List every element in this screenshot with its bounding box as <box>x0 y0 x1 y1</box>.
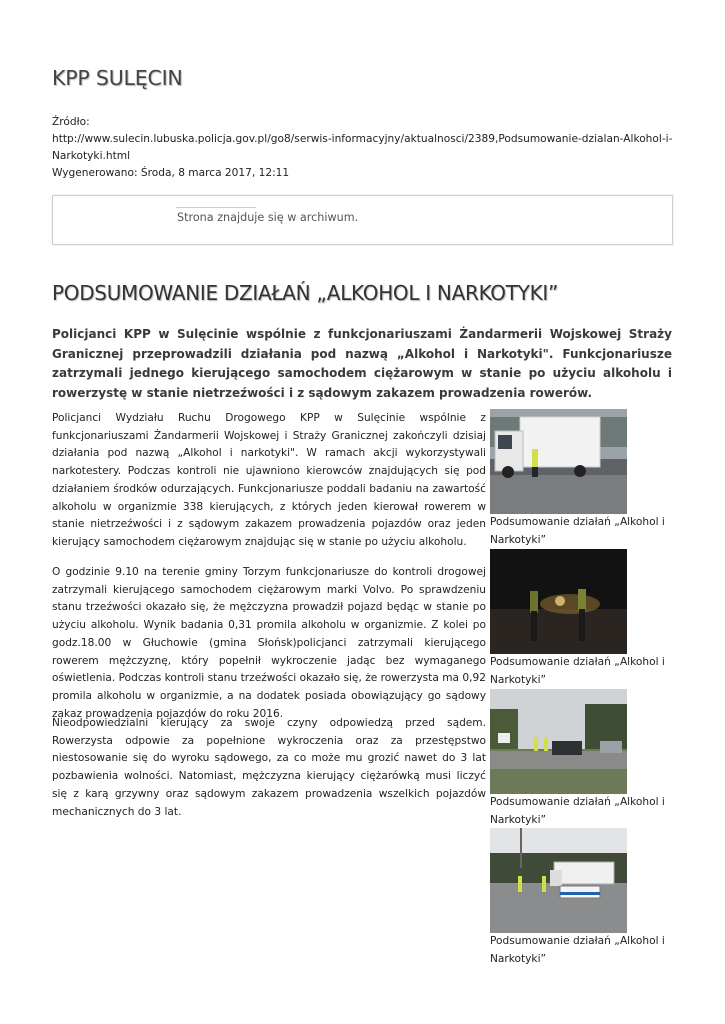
archive-notice: Strona znajduje się w archiwum. <box>177 211 359 224</box>
article-paragraph: Nieodpowiedzialni kierujący za swoje czyny odpowiedzą przed sądem. Rowerzysta odpowie za popełnione wykroczenia oraz za przestępstwo niestosowanie się do wyroku sądowego, za co może mu grozić nawet do 3 lat pozbawienia wolności. Natomiast, mężczyzna kierujący ciężarówką musi liczyć się z karą grzywny oraz sądowym zakazem prowadzenia wszelkich pojazdów mechanicznych do 3 lat. <box>52 717 486 818</box>
figure <box>490 409 665 549</box>
article-paragraph: O godzinie 9.10 na terenie gminy Torzym funkcjonariusze do kontroli drogowej zatrzymali kierującego samochodem ciężarowym marki Volvo. Po sprawdzeniu stanu trzeźwości okazało się, że mężczyzna prowadził pojazd będąc w stanie po użyciu alkoholu. Wynik badania 0,31 promila alkoholu w organizmie. Z kolei po godz.18.00 w Głuchowie (gmina Słońsk)policjanci zatrzymali kierującego rowerem mężczyznę, który popełnił wykroczenie jadąc bez wymaganego oświetlenia. Podczas kontroli stanu trzeźwości okazało się, że rowerzysta ma 0,92 promila alkoholu w organizmie, a na dodatek posiada obowiązujący go sądowy zakaz prowadzenia pojazdów do roku 2016. <box>52 566 486 720</box>
generated-date: Wygenerowano: Środa, 8 marca 2017, 12:11 <box>52 167 290 179</box>
source-url[interactable]: http://www.sulecin.lubuska.policja.gov.pl/go8/serwis-informacyjny/aktualnosci/2389,Podsumowanie-dzialan-Alkohol-i-Narkotyki.html <box>52 133 673 162</box>
source-meta <box>52 114 676 182</box>
figure <box>490 689 665 829</box>
figure-caption: Podsumowanie działań „Alkohol i Narkotyki” <box>490 516 665 546</box>
article-lead: Policjanci KPP w Sulęcinie wspólnie z funkcjonariuszami Żandarmerii Wojskowej Straży Granicznej przeprowadzili działania pod nazwą „Alkohol i Narkotyki". Funkcjonariusze zatrzymali jednego kierującego samochodem ciężarowym w stanie po użyciu alkoholu i rowerzystę w stanie nietrzeźwości i z sądowym zakazem prowadzenia rowerów. <box>52 327 672 400</box>
photo-truck-check[interactable] <box>490 409 627 514</box>
divider <box>176 207 256 208</box>
figure-caption: Podsumowanie działań „Alkohol i Narkotyki” <box>490 796 665 826</box>
figure-caption: Podsumowanie działań „Alkohol i Narkotyki” <box>490 935 665 965</box>
photo-road-checkpoint[interactable] <box>490 689 627 794</box>
figure-caption: Podsumowanie działań „Alkohol i Narkotyki” <box>490 656 665 686</box>
source-label: Źródło: <box>52 116 90 128</box>
article-title: PODSUMOWANIE DZIAŁAŃ „ALKOHOL I NARKOTYKI” <box>52 281 559 305</box>
site-title: KPP SULĘCIN <box>52 66 183 90</box>
article-paragraph: Policjanci Wydziału Ruchu Drogowego KPP w Sulęcinie wspólnie z funkcjonariuszami Żandarmerii Wojskowej i Straży Granicznej zakończyli dzisiaj działania pod nazwą „Alkohol i narkotyki". W ramach akcji wykorzystywali narkotestery. Podczas kontroli nie ujawniono kierowców znajdujących się pod działaniem środków odurzających. Funkcjonariusze poddali badaniu na zawartość alkoholu w organizmie 338 kierujących, z których jeden kierował rowerem w stanie nietrzeźwości i z sądowym zakazem prowadzenia pojazdów oraz jeden kierujący samochodem ciężarowym znajdując się w stanie po użyciu alkoholu. <box>52 412 486 548</box>
figure <box>490 549 665 689</box>
archive-notice-box <box>52 195 673 245</box>
figure <box>490 828 665 968</box>
photo-night-check[interactable] <box>490 549 627 654</box>
photo-truck-police-car[interactable] <box>490 828 627 933</box>
